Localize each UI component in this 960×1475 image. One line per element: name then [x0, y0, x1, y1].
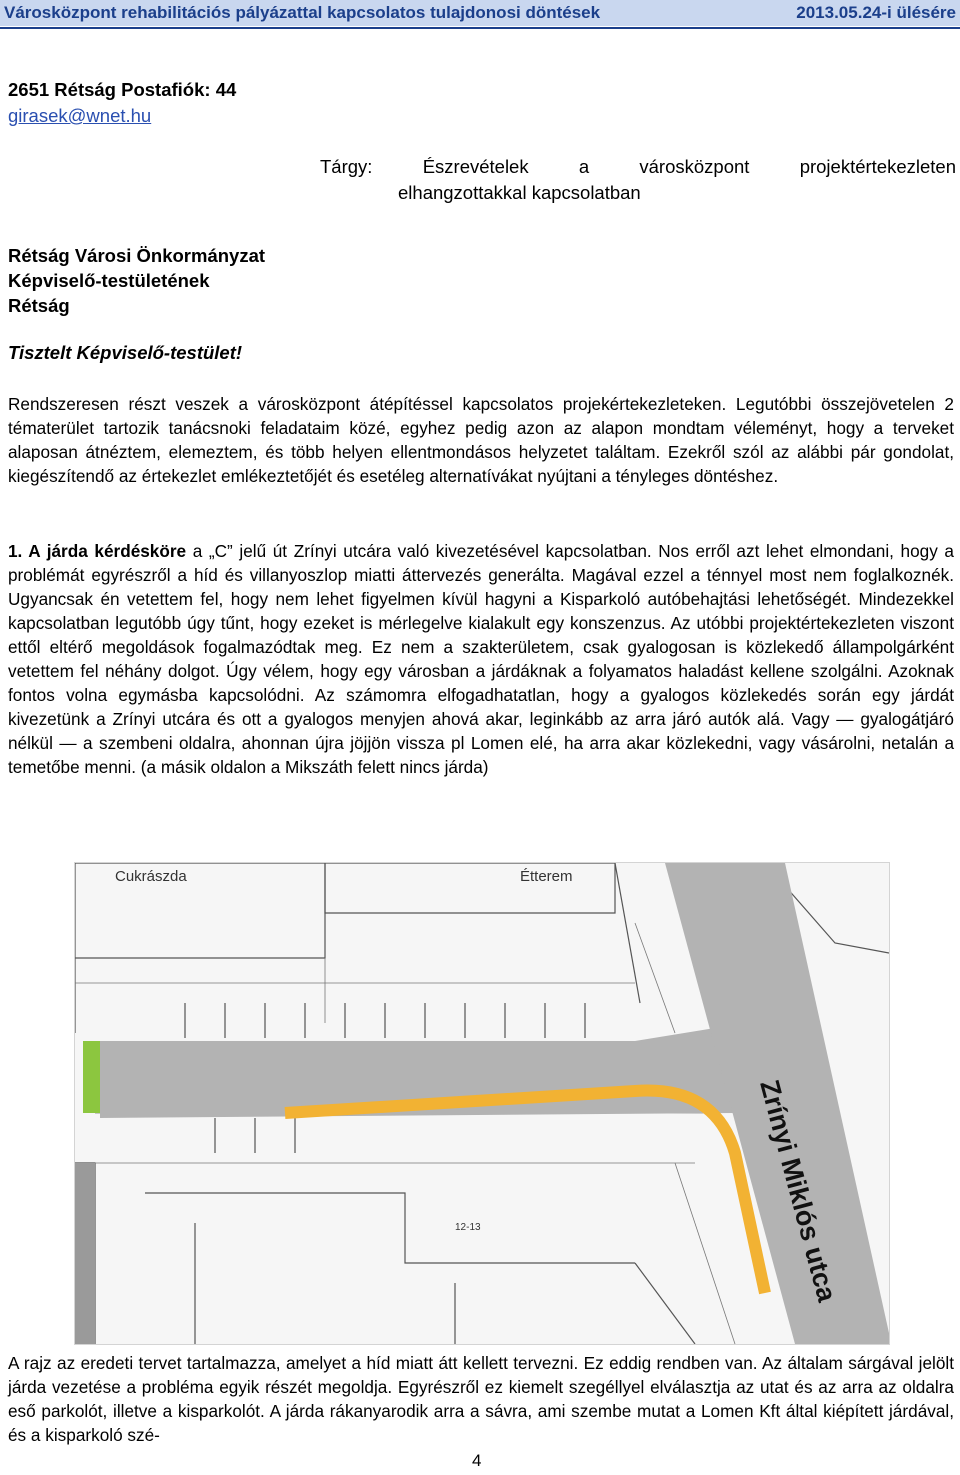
page-number: 4 [472, 1451, 482, 1470]
paragraph-intro: Rendszeresen részt veszek a városközpont átépítéssel kapcsolatos projekértekezleteken. Legutóbbi összejövetelen 2 tématerület tartozik tanácsnoki feladataim közé, egyhez pedig azon az alapon mondtam véleményt, hogy a terveket alaposan átnéztem, elemeztem, és több helyen ellentmondásos helyzetet találtam. Ezekről szól az alábbi pár gondolat, kiegészítendő az értekezlet emlékeztetőjét és esetéleg alternatívákat nyújtani a tényleges döntéshez. [8, 394, 954, 486]
recipient-line: Képviselő-testületének [8, 270, 210, 291]
sender-address: 2651 Rétság Postafiók: 44 [8, 79, 237, 100]
header-meeting-date: 2013.05.24-i ülésére [796, 3, 956, 22]
subject-word: projektértekezleten [799, 156, 956, 177]
street-name-label: Zrínyi Miklós utca [754, 1076, 843, 1305]
building-outline [145, 1193, 635, 1263]
building-outline [75, 863, 325, 958]
map-label-cukraszda: Cukrászda [115, 868, 187, 885]
site-plan-figure [74, 862, 890, 1345]
building-outline [615, 863, 640, 1003]
map-label-etterem: Étterem [520, 868, 573, 885]
building-outline [635, 1263, 695, 1344]
subject-word: Észrevételek [422, 156, 529, 177]
subject-block [320, 156, 956, 204]
paragraph-sidewalk-issue [8, 539, 954, 779]
recipient-line: Rétság [8, 295, 70, 316]
plan-line [675, 1163, 735, 1344]
subject-label: Tárgy: [320, 156, 373, 177]
salutation: Tisztelt Képviselő-testület! [8, 342, 243, 363]
left-parking-strip [75, 1163, 95, 1344]
subject-line-1 [320, 156, 956, 178]
subject-word: a [578, 156, 590, 177]
recipient-block [8, 243, 265, 318]
section-heading: 1. A járda kérdésköre [8, 541, 187, 561]
site-plan-drawing [75, 863, 889, 1344]
paragraph-figure-explanation: A rajz az eredeti tervet tartalmazza, amelyet a híd miatt átt kellett tervezni. Ez eddig rendben van. Az általam sárgával jelölt járda vezetése a probléma egyik részét megoldja. Egyrészről ez kiemelt szegéllyel elválasztja az utat és az arra az oldalra eső parkolót, illetve a kisparkolót. A járda rákanyarodik arra a sávra, ami szembe mutat a Lomen Kft által kiépített járdával, és a kisparkoló szé- [8, 1353, 954, 1445]
subject-line-2: elhangzottakkal kapcsolatban [398, 182, 641, 203]
recipient-line: Rétság Városi Önkormányzat [8, 245, 266, 266]
paragraph-text: a „C” jelű út Zrínyi utcára való kivezetésével kapcsolatban. Nos erről azt lehet elmondani, hogy a problémát egyrészről a híd és villanyoszlop miatti áttervezés generálta. Magával ezzel a ténnyel most nem foglalkoznék. Ugyancsak én vetettem fel, hogy nem lehet figyelmen kívül hagyni a Kisparkoló autóbehajtási lehetőségét. Mindezekkel kapcsolatban legutóbb úgy tűnt, hogy ezeket is mérlegelve kialakult egy konszenzus. Az utóbbi projektértekezleten viszont ettől eltérő megoldások fogalmazódtak meg. Ez nem a szakterületem, csak gyalogosan is közlekedő állampolgárként vetettem fel néhány dolgot. Úgy vélem, hogy egy városban a járdáknak a folyamatos haladást kellene szolgálni. Azoknak fontos volna egymásba kapcsolódni. Az számomra elfogadhatatlan, hogy a gyalogos közlekedés során egy járdát kivezetünk a Zrínyi utcára és ott a gyalogos menyjen ahová akar, leginkább az arra járó autók alá. Vagy — gyalogátjáró nélkül — a szembeni oldalra, ahonnan újra jöjjön vissza pl Lomen elé, ha arra akar közlekedni, vagy vásárolni, netalán a temetőbe menni. (a másik oldalon a Mikszáth felett nincs járda) [8, 541, 954, 777]
running-header [0, 0, 960, 26]
header-title: Városközpont rehabilitációs pályázattal kapcsolatos tulajdonosi döntések [4, 3, 601, 22]
map-label-parcel: 12-13 [455, 1222, 481, 1233]
header-rule [0, 27, 960, 29]
plan-line [635, 923, 675, 1033]
subject-word: városközpont [639, 156, 750, 177]
sender-email-link[interactable]: girasek@wnet.hu [8, 105, 152, 126]
